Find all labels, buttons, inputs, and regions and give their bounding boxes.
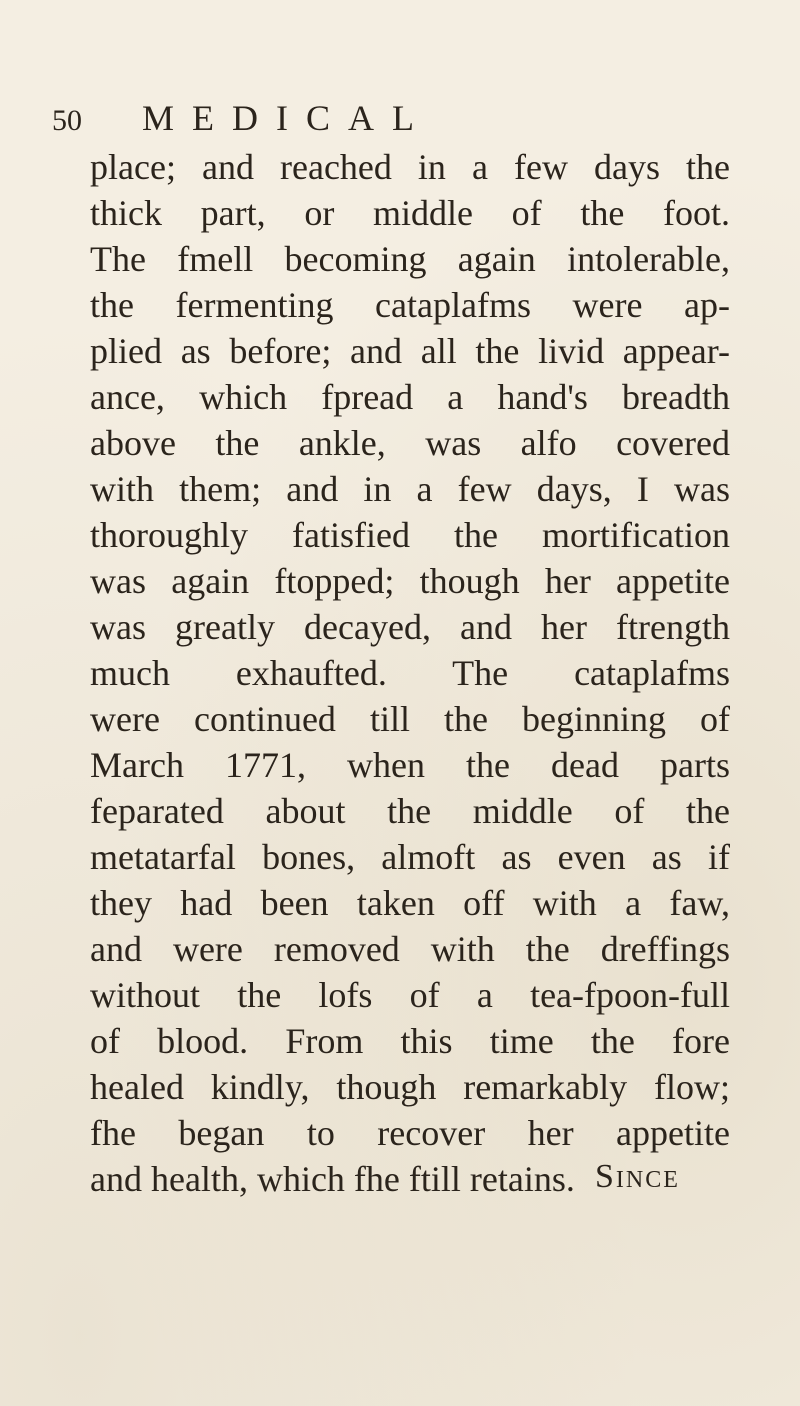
text-line: was again ftopped; though her appetite [90, 561, 730, 601]
running-head [52, 100, 752, 144]
text-line: were continued till the beginning of [90, 699, 730, 739]
text-line: fhe began to recover her appetite [90, 1113, 730, 1153]
text-line: ance, which fpread a hand's breadth [90, 377, 730, 417]
text-line: without the lofs of a tea-fpoon-full [90, 975, 730, 1015]
running-title: MEDICAL [142, 98, 432, 138]
text-line: and were removed with the dreffings [90, 929, 730, 969]
page-number: 50 [52, 104, 82, 137]
text-line: was greatly decayed, and her ftrength [90, 607, 730, 647]
text-line: healed kindly, though remarkably flow; [90, 1067, 730, 1107]
text-line: thoroughly fatisfied the mortification [90, 515, 730, 555]
text-line: The fmell becoming again intolerable, [90, 239, 730, 279]
text-line: above the ankle, was alfo covered [90, 423, 730, 463]
text-line: thick part, or middle of the foot. [90, 193, 730, 233]
catchword: Since [595, 1158, 680, 1195]
text-line: they had been taken off with a faw, [90, 883, 730, 923]
text-line: the fermenting cataplafms were ap- [90, 285, 730, 325]
text-line: feparated about the middle of the [90, 791, 730, 831]
text-line: with them; and in a few days, I was [90, 469, 730, 509]
body-text [90, 144, 730, 1202]
text-line: metatarfal bones, almoft as even as if [90, 837, 730, 877]
text-line: of blood. From this time the fore [90, 1021, 730, 1061]
text-line: much exhaufted. The cataplafms [90, 653, 730, 693]
text-line: March 1771, when the dead parts [90, 745, 730, 785]
text-line: and health, which fhe ftill retains. [90, 1159, 575, 1199]
text-line: place; and reached in a few days the [90, 147, 730, 187]
text-line: plied as before; and all the livid appear- [90, 331, 730, 371]
